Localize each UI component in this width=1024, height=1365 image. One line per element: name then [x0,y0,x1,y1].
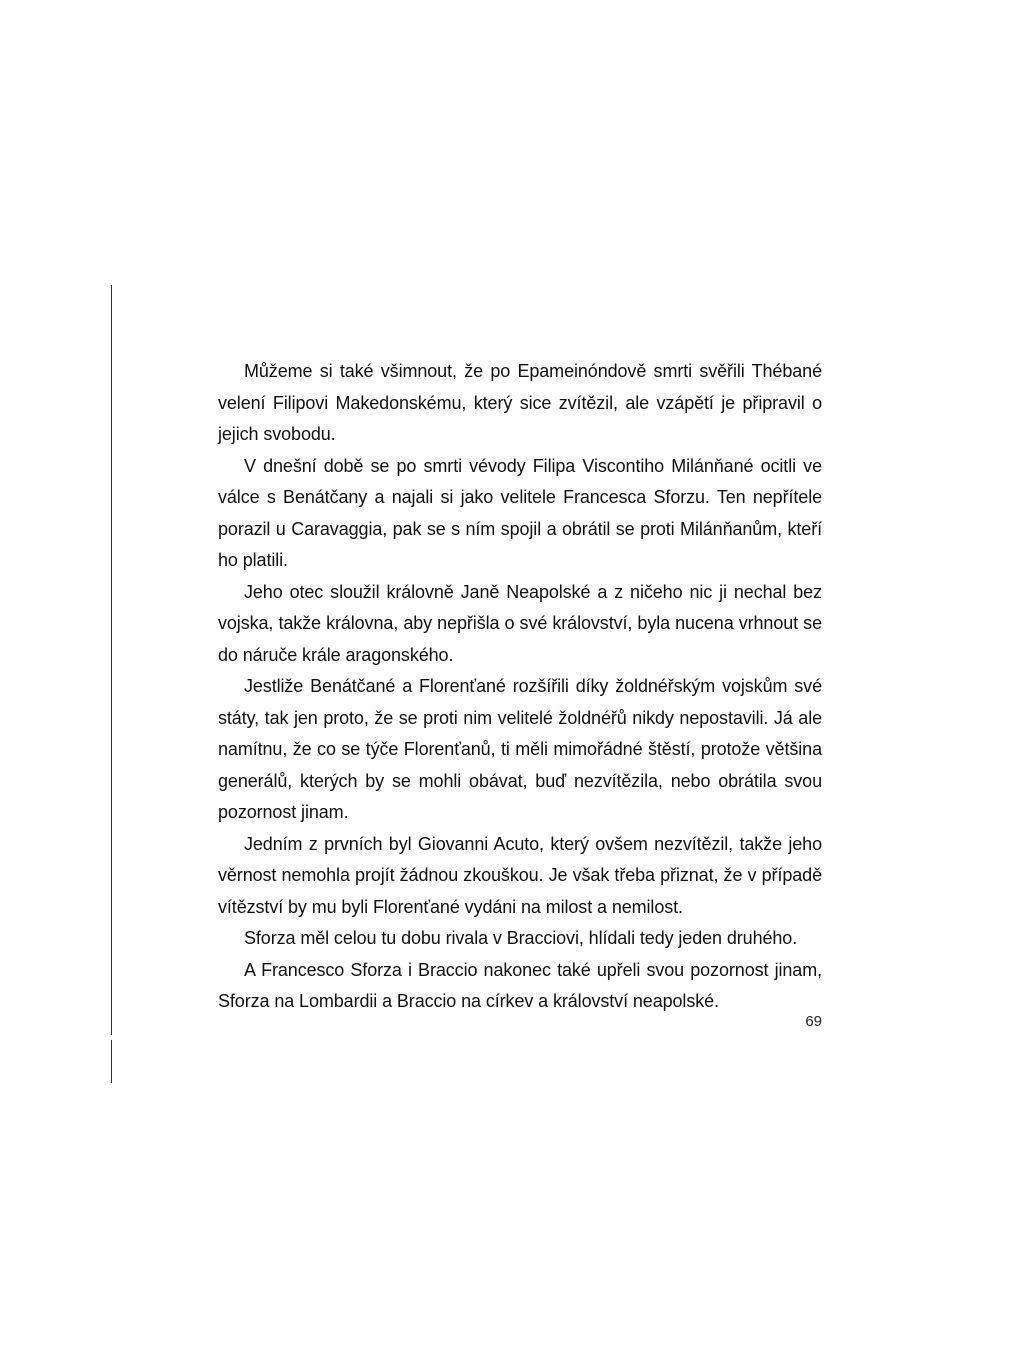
paragraph-5: Jedním z prvních byl Giovanni Acuto, který ovšem nezvítězil, takže jeho věrnost nemohla projít žádnou zkouškou. Je však třeba přiznat, že v případě vítězství by mu byli Florenťané vydáni na milost a nemilost. [218,833,822,917]
binding-rule-top [111,285,112,1035]
page-number: 69 [805,1013,822,1030]
paragraph-3: Jeho otec sloužil královně Janě Neapolské a z ničeho nic ji nechal bez vojska, takže královna, aby nepřišla o své království, byla nucena vrhnout se do náruče krále aragonského. [218,581,822,665]
paragraph-4: Jestliže Benátčané a Florenťané rozšířili díky žoldnéřským vojskům své státy, tak jen proto, že se proti nim velitelé žoldnéřů nikdy nepostavili. Já ale namítnu, že co se týče Florenťanů, ti měli mimořádné štěstí, protože většina generálů, kterých by se mohli obávat, buď nezvítězila, nebo obrátila svou pozornost jinam. [218,676,822,822]
paragraph-2: V dnešní době se po smrti vévody Filipa Viscontiho Milánňané ocitli ve válce s Benátčany a najali si jako velitele Francesca Sforzu. Ten nepřítele porazil u Caravaggia, pak se s ním spojil a obrátil se proti Milánňanům, kteří ho platili. [218,455,822,570]
body-text [218,356,822,1018]
paragraph-1: Můžeme si také všimnout, že po Epameinóndově smrti svěřili Thébané velení Filipovi Makedonskému, který sice zvítězil, ale vzápětí je připravil o jejich svobodu. [218,361,822,444]
paragraph-7: A Francesco Sforza i Braccio nakonec také upřeli svou pozornost jinam, Sforza na Lombardii a Braccio na církev a království neapolské. [218,959,822,1011]
paragraph-6: Sforza měl celou tu dobu rivala v Bracciovi, hlídali tedy jeden druhého. [244,928,798,948]
binding-rule-bottom [111,1040,112,1083]
